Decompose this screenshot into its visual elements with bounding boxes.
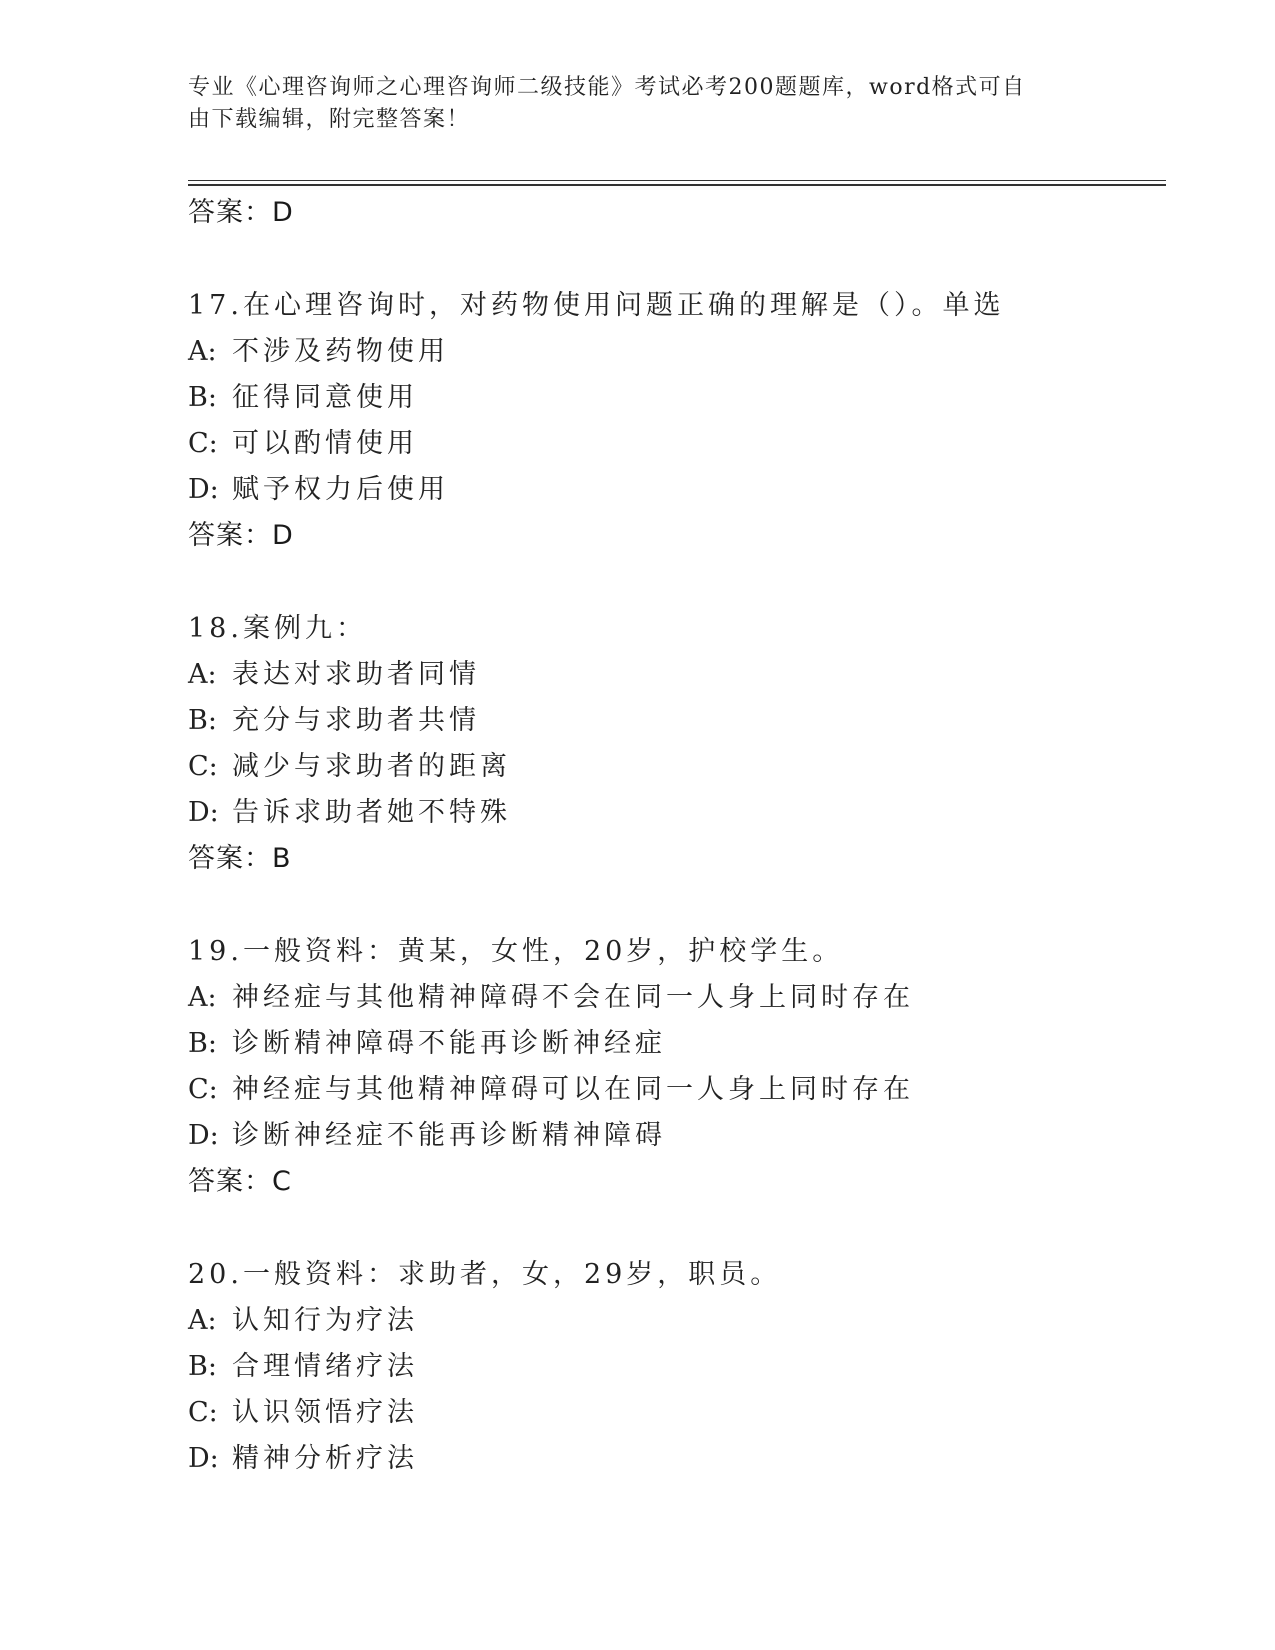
option-text: 减少与求助者的距离 (232, 751, 511, 782)
option-text: 神经症与其他精神障碍不会在同一人身上同时存在 (232, 982, 914, 1013)
question-block (188, 1252, 1168, 1482)
option-a (188, 975, 1168, 1021)
option-letter: A: (188, 982, 217, 1013)
option-letter: C: (188, 1397, 218, 1428)
option-b (188, 1344, 1168, 1390)
option-text: 不涉及药物使用 (232, 336, 449, 367)
option-b (188, 698, 1168, 744)
option-text: 合理情绪疗法 (232, 1351, 418, 1382)
header-divider-thick (188, 184, 1166, 186)
option-c (188, 421, 1168, 467)
question-stem: 17.在心理咨询时，对药物使用问题正确的理解是（）。单选 (188, 290, 1005, 321)
option-letter: D: (188, 1443, 219, 1474)
option-letter: B: (188, 382, 217, 413)
option-b (188, 1021, 1168, 1067)
option-letter: B: (188, 705, 217, 736)
option-text: 表达对求助者同情 (232, 659, 480, 690)
option-letter: A: (188, 336, 217, 367)
answer-line: 答案：C (188, 1166, 292, 1197)
question-list (188, 190, 1168, 1482)
header-divider-thin (188, 180, 1166, 181)
question-block (188, 929, 1168, 1205)
option-c (188, 1067, 1168, 1113)
question-block (188, 606, 1168, 882)
option-letter: B: (188, 1351, 217, 1382)
option-text: 精神分析疗法 (232, 1443, 418, 1474)
question-stem: 19.一般资料：黄某，女性，20岁，护校学生。 (188, 936, 844, 967)
option-letter: D: (188, 1120, 219, 1151)
option-a (188, 329, 1168, 375)
option-c (188, 1390, 1168, 1436)
option-d (188, 790, 1168, 836)
option-text: 认识领悟疗法 (232, 1397, 418, 1428)
option-text: 认知行为疗法 (232, 1305, 418, 1336)
option-text: 诊断神经症不能再诊断精神障碍 (232, 1120, 666, 1151)
option-text: 诊断精神障碍不能再诊断神经症 (232, 1028, 666, 1059)
option-letter: B: (188, 1028, 217, 1059)
option-letter: C: (188, 751, 218, 782)
answer-line: 答案：B (188, 843, 292, 874)
option-c (188, 744, 1168, 790)
option-letter: C: (188, 1074, 218, 1105)
option-letter: D: (188, 474, 219, 505)
option-text: 征得同意使用 (232, 382, 418, 413)
question-stem: 18.案例九： (188, 613, 367, 644)
option-text: 告诉求助者她不特殊 (232, 797, 511, 828)
page-header (188, 72, 1088, 136)
option-letter: D: (188, 797, 219, 828)
option-b (188, 375, 1168, 421)
question-stem: 20.一般资料：求助者，女，29岁，职员。 (188, 1259, 782, 1290)
option-a (188, 652, 1168, 698)
option-d (188, 1436, 1168, 1482)
option-text: 赋予权力后使用 (232, 474, 449, 505)
option-letter: C: (188, 428, 218, 459)
option-letter: A: (188, 1305, 217, 1336)
question-block (188, 283, 1168, 559)
option-d (188, 467, 1168, 513)
header-line-1: 专业《心理咨询师之心理咨询师二级技能》考试必考200题题库，word格式可自 (188, 75, 1026, 100)
option-text: 神经症与其他精神障碍可以在同一人身上同时存在 (232, 1074, 914, 1105)
option-text: 可以酌情使用 (232, 428, 418, 459)
answer-line: 答案：D (188, 520, 294, 551)
answer-line: 答案：D (188, 197, 294, 228)
header-line-2: 由下载编辑，附完整答案！ (188, 107, 471, 132)
option-d (188, 1113, 1168, 1159)
option-letter: A: (188, 659, 217, 690)
option-a (188, 1298, 1168, 1344)
option-text: 充分与求助者共情 (232, 705, 480, 736)
